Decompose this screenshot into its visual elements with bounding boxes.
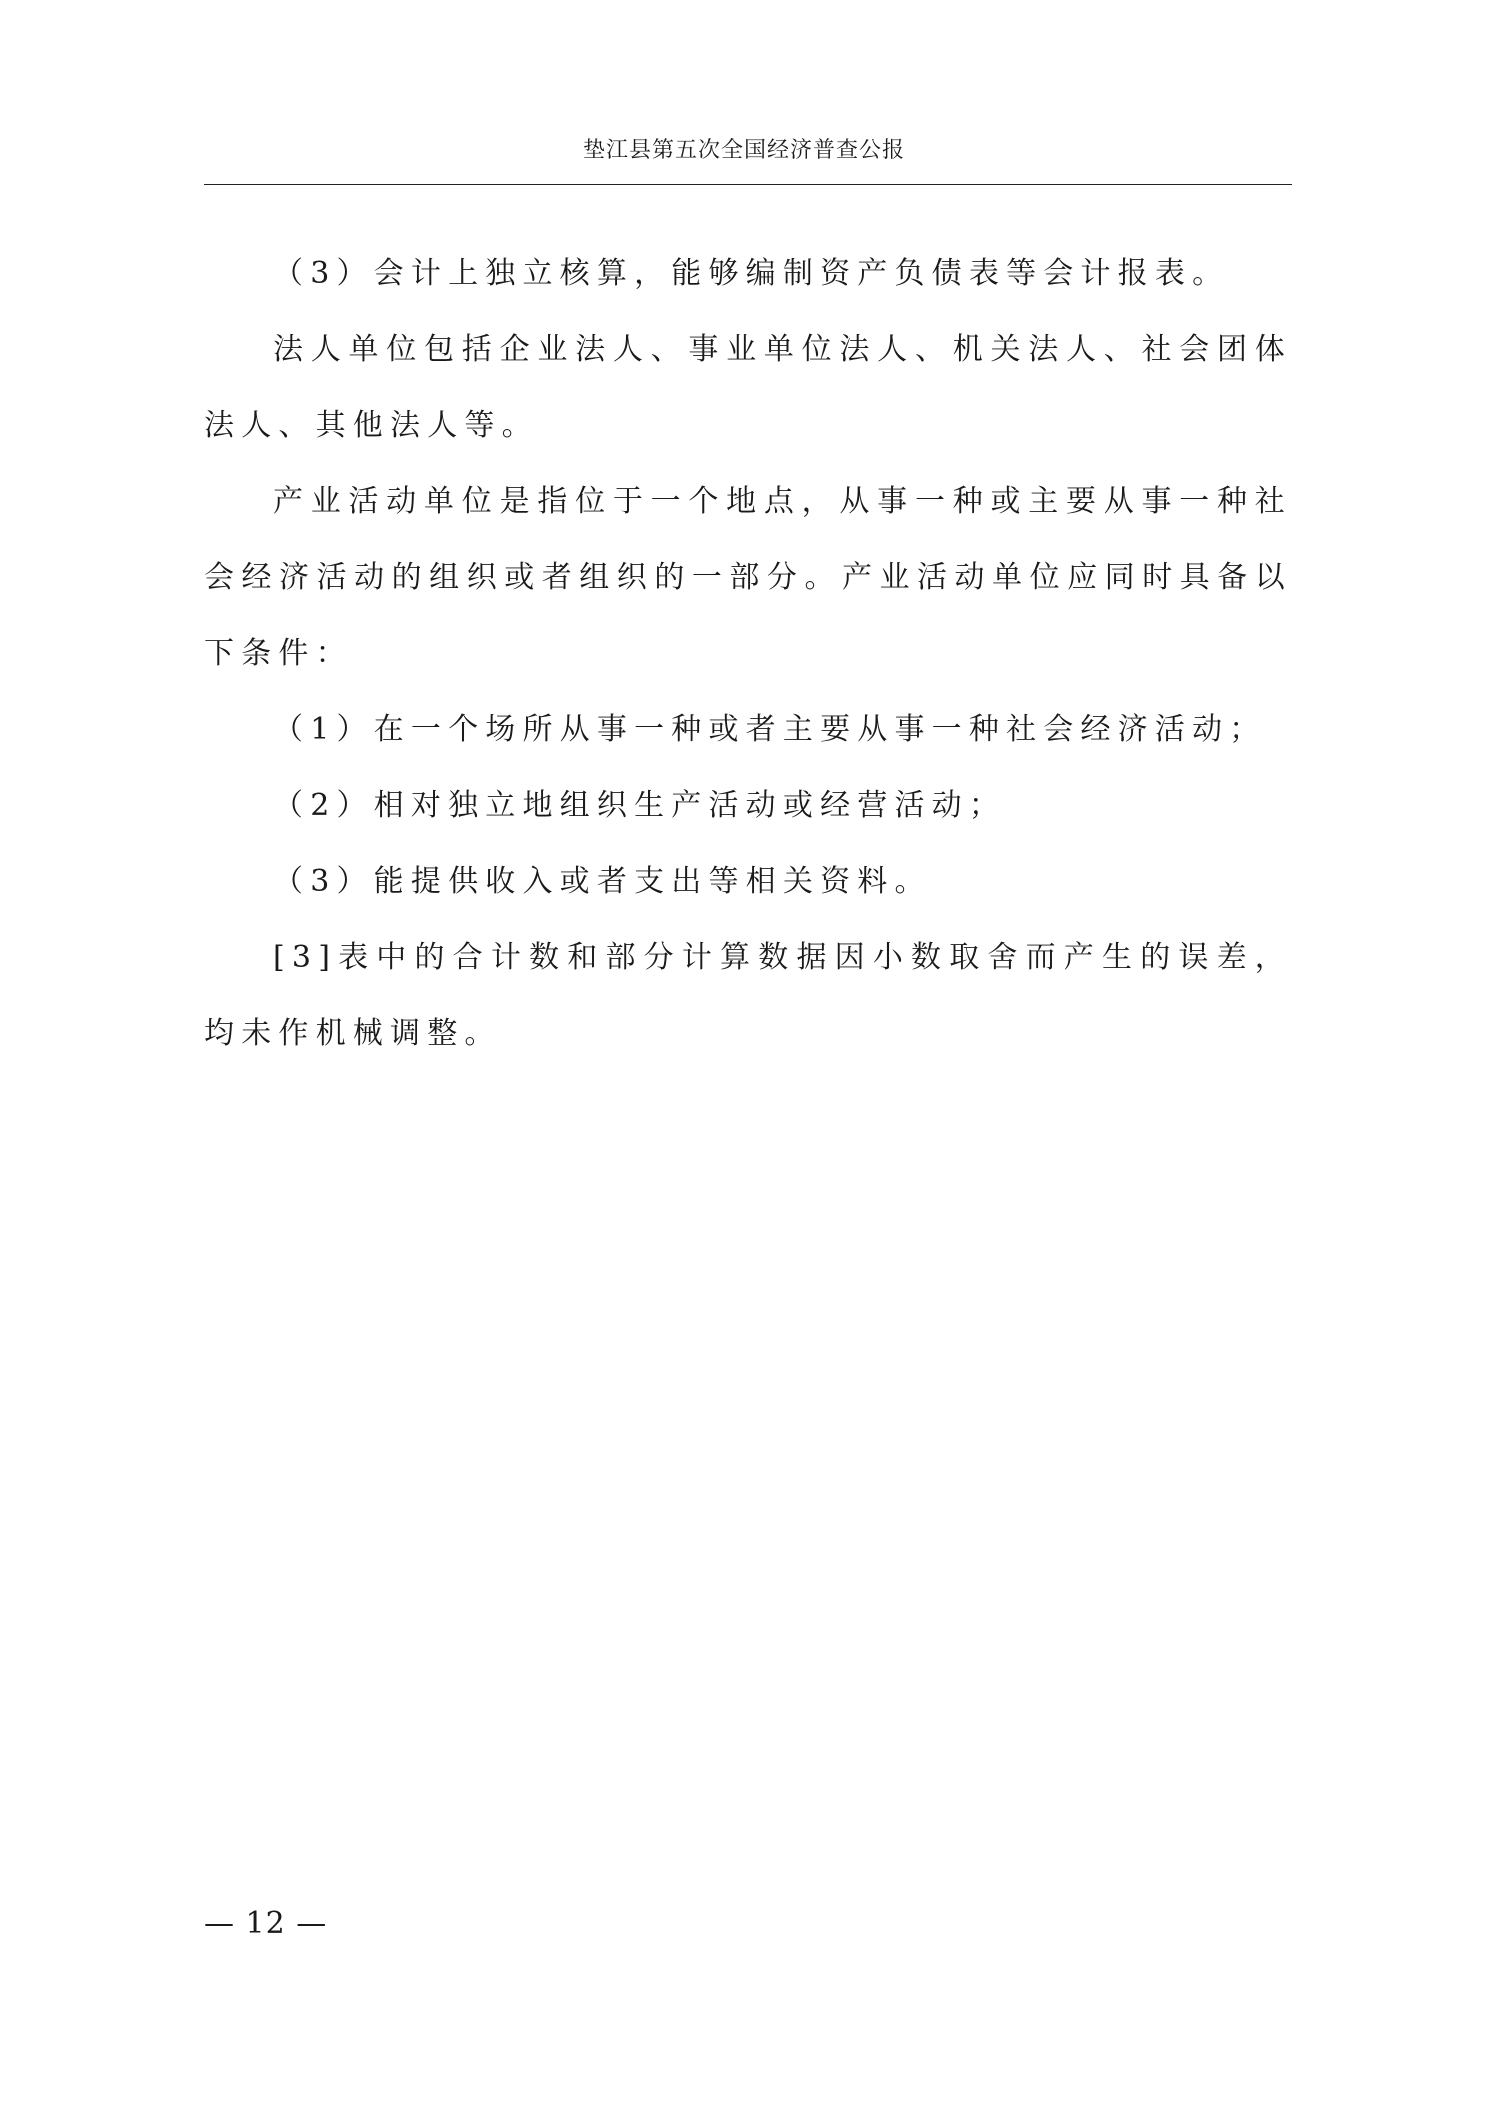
paragraph-condition-2: （2）相对独立地组织生产活动或经营活动；	[273, 788, 1007, 823]
paragraph-footnote-3: [3]表中的合计数和部分计算数据因小数取舍而产生的误差，均未作机械调整。	[204, 940, 1292, 1051]
paragraph-legal-unit-types: 法人单位包括企业法人、事业单位法人、机关法人、社会团体法人、其他法人等。	[204, 332, 1292, 443]
bulletin-title: 垫江县第五次全国经济普查公报	[582, 138, 905, 163]
paragraph-industrial-unit-definition: 产业活动单位是指位于一个地点，从事一种或主要从事一种社会经济活动的组织或者组织的一部分。产业活动单位应同时具备以下条件：	[204, 484, 1292, 671]
paragraph-condition-3: （3）能提供收入或者支出等相关资料。	[273, 864, 932, 899]
header-divider	[204, 184, 1292, 185]
paragraph-accounting-condition: （3）会计上独立核算，能够编制资产负债表等会计报表。	[273, 256, 1230, 291]
body-text	[204, 236, 1292, 1072]
paragraph-condition-1: （1）在一个场所从事一种或者主要从事一种社会经济活动；	[273, 712, 1267, 747]
page-number: — 12 —	[204, 1906, 328, 1941]
